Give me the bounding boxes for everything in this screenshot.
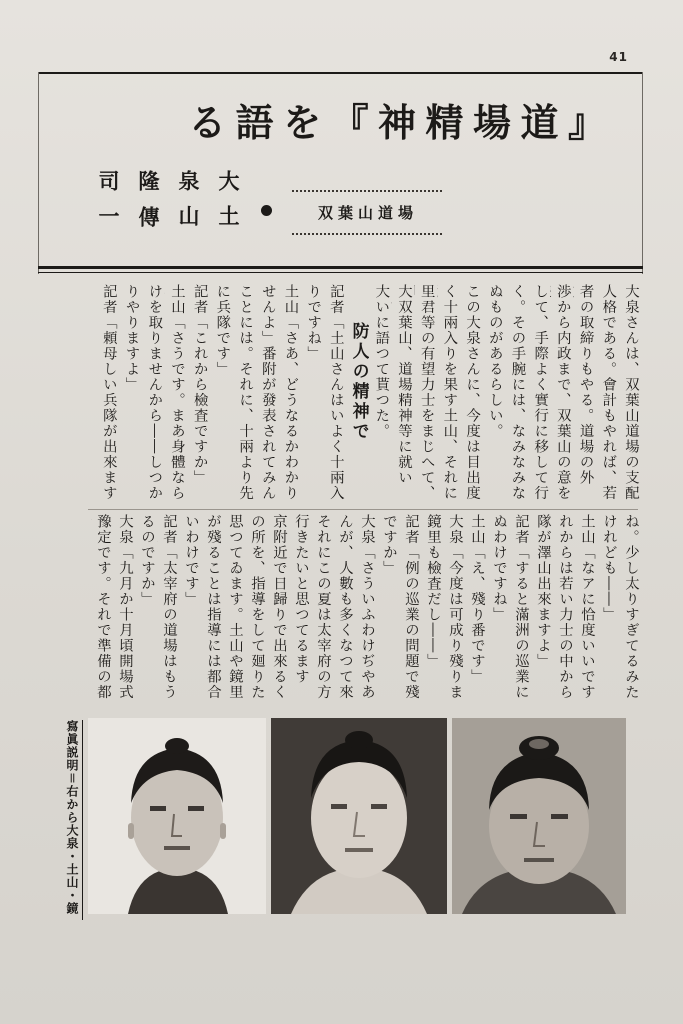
page-number: 41 bbox=[609, 50, 628, 64]
article-title bbox=[188, 93, 606, 153]
title-char: を bbox=[283, 100, 322, 145]
body-column: いわけです」 bbox=[183, 514, 199, 607]
body-column: 大泉さんは、双葉山道場の支配 bbox=[622, 284, 639, 501]
body-column: 土山「さあ、どうなるかわかり bbox=[282, 284, 299, 501]
title-char: 場 bbox=[473, 100, 512, 145]
speaker-column: 大土 bbox=[216, 170, 241, 240]
body-column: ね。少し太りすぎてるみた bbox=[623, 514, 639, 700]
body-column: 里君等の有望力士をまじへて、 bbox=[418, 284, 435, 501]
body-column: んが、人數も多くなつて來 bbox=[337, 514, 353, 700]
speaker-column: 隆 bbox=[136, 170, 161, 205]
body-column: けを取りませんから――しつか bbox=[146, 284, 163, 501]
body-column: ぬわけですね」 bbox=[491, 514, 507, 623]
body-column: せんよ」番附が發表されてみん bbox=[259, 284, 276, 501]
body-column: 土山「さうです。まあ身體なら bbox=[168, 284, 185, 501]
photo-kagamisato bbox=[88, 718, 266, 914]
body-column: 豫定です。それで準備の都 bbox=[95, 514, 111, 700]
dotted-rule-top bbox=[292, 190, 442, 192]
speaker-column: 傳 bbox=[136, 206, 161, 241]
body-column: るのですか」 bbox=[139, 514, 155, 607]
body-column: 者の取締りもやる。道場の外 bbox=[577, 284, 594, 486]
header-bottom-rule-thin bbox=[38, 272, 643, 273]
body-column: 大泉「九月か十月頃開場式 bbox=[117, 514, 133, 700]
body-column: に兵隊です」 bbox=[214, 284, 231, 377]
body-column: 記者「例の巡業の問題で殘 bbox=[403, 514, 419, 700]
photo-dozan bbox=[271, 718, 447, 914]
title-char: 道 bbox=[520, 100, 559, 145]
body-column: が殘ることは指導には都合 bbox=[205, 514, 221, 700]
body-column: く十兩入りを果す土山、それに bbox=[441, 284, 458, 501]
body-column: 京附近で日歸りで出來るく bbox=[271, 514, 287, 700]
body-column: けれども――」 bbox=[601, 514, 617, 623]
body-column: 渉から内政まで、双葉山の意を bbox=[554, 284, 571, 501]
speaker-column: 泉山 bbox=[176, 170, 201, 240]
column-divider bbox=[88, 509, 638, 510]
body-column: 行きたいと思つてるます bbox=[293, 514, 309, 685]
photo-caption: 寫眞説明＝右から大泉・土山・鏡 bbox=[65, 720, 79, 916]
body-column: 大いに語つて貰つた。 bbox=[373, 284, 390, 439]
body-column: 土山「え、殘り番です」 bbox=[469, 514, 485, 685]
body-column: して、手際よく實行に移して行 bbox=[532, 284, 549, 501]
dotted-rule-bottom bbox=[292, 233, 442, 235]
title-char: 語 bbox=[235, 100, 274, 145]
body-column: 鏡里も檢査だし――」 bbox=[425, 514, 441, 669]
body-column: 隊が澤山出來ますよ」 bbox=[535, 514, 551, 669]
body-column: ですか」 bbox=[381, 514, 397, 576]
body-column: ぬものがあるらしい。 bbox=[486, 284, 503, 439]
left-rule bbox=[38, 72, 39, 274]
title-char: 精 bbox=[425, 100, 464, 145]
section-heading: 防人の精神で bbox=[348, 322, 369, 442]
body-column: 記者「すると滿洲の巡業に bbox=[513, 514, 529, 700]
right-rule bbox=[642, 72, 643, 274]
title-char: 』 bbox=[330, 100, 369, 145]
title-char: 『 bbox=[567, 100, 606, 145]
body-column: 土山「なアに恰度いいです bbox=[579, 514, 595, 700]
bullet-dot bbox=[261, 205, 272, 216]
speaker-column: 司一 bbox=[96, 170, 121, 240]
body-column: りですね」 bbox=[305, 284, 322, 362]
body-column: の所を、指導をして廻りた bbox=[249, 514, 265, 700]
body-column: 大双葉山、道場精神等に就い bbox=[395, 284, 412, 486]
body-column: 記者「これから檢査ですか」 bbox=[191, 284, 208, 486]
body-column: く。その手腕には、なみなみな bbox=[509, 284, 526, 501]
title-char: 神 bbox=[378, 100, 417, 145]
caption-rule bbox=[82, 720, 83, 920]
title-char: る bbox=[188, 100, 227, 145]
body-column: 大泉「さういふわけぢやあ bbox=[359, 514, 375, 700]
body-column: この大泉さんに、今度は目出度 bbox=[464, 284, 481, 501]
photo-oizumi bbox=[452, 718, 626, 914]
body-column: れからは若い力士の中から bbox=[557, 514, 573, 700]
body-column: 人格である。會計もやれば、若 bbox=[600, 284, 617, 501]
body-column: 記者「頼母しい兵隊が出來ます bbox=[100, 284, 117, 501]
body-column: 記者「太宰府の道場はもう bbox=[161, 514, 177, 700]
body-column: 思つてゐます。土山や鏡里 bbox=[227, 514, 243, 700]
body-column: ことには。それに、十兩より先 bbox=[237, 284, 254, 501]
top-rule bbox=[38, 72, 643, 74]
venue-label: 双葉山道場 bbox=[317, 204, 418, 222]
body-column: それにこの夏は太宰府の方 bbox=[315, 514, 331, 700]
body-column: りやりますよ」 bbox=[123, 284, 140, 393]
body-column: 大泉「今度は可成り殘りま bbox=[447, 514, 463, 700]
header-bottom-rule bbox=[38, 266, 643, 269]
body-column: 記者「土山さんはいよく十兩入 bbox=[327, 284, 344, 501]
